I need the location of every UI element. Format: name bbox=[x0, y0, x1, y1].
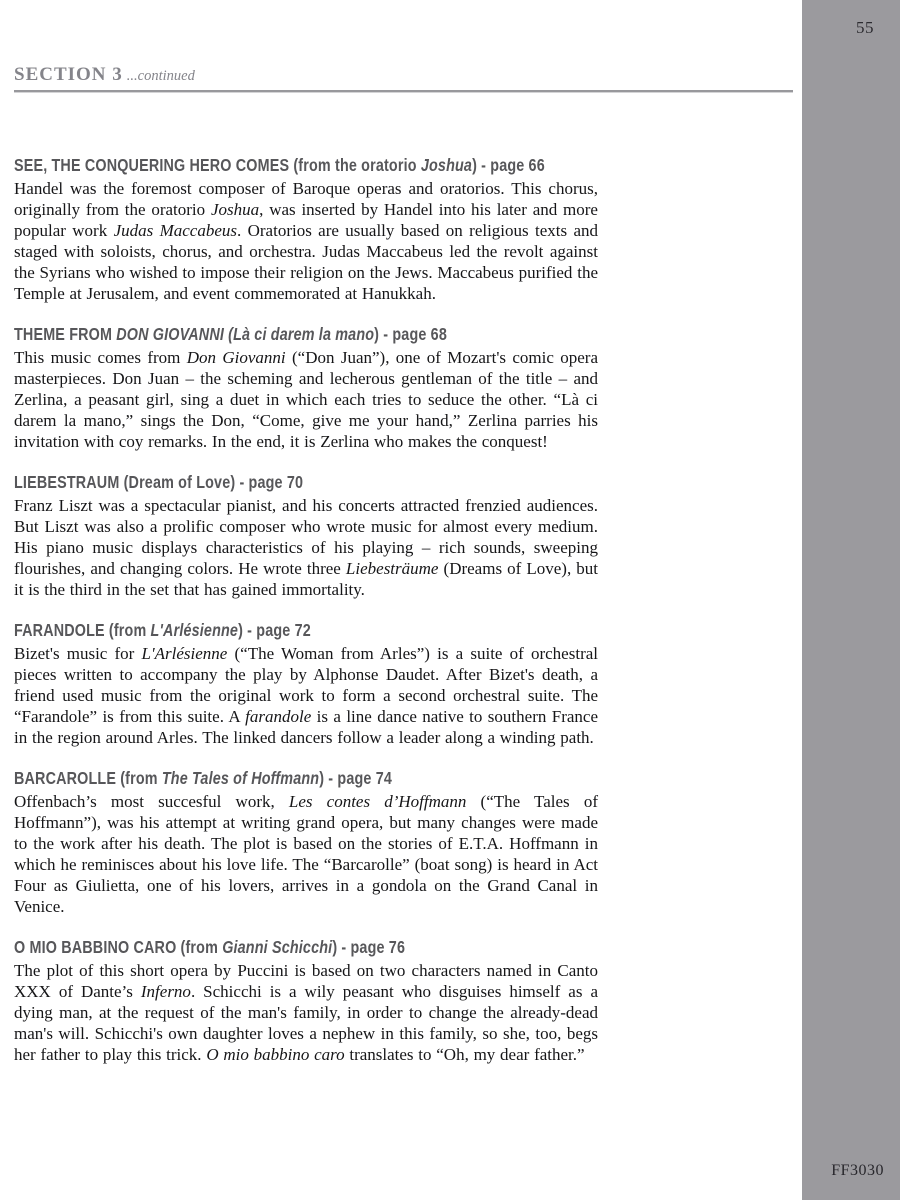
section-header-title: SECTION 3 bbox=[14, 64, 123, 85]
section-heading-text: SEE, THE CONQUERING HERO COMES (from the oratorio Joshua) - page 66 bbox=[14, 155, 545, 175]
sections bbox=[14, 155, 598, 1065]
section-body: The plot of this short opera by Puccini is based on two characters named in Canto XXX of Dante’s Inferno. Schicchi is a wily peasant who disguises himself as a dying man, at the request of the man's family, in order to change the already-dead man's will. Schicchi's own daughter loves a nephew in this family, so she, too, begs her father to play this trick. O mio babbino caro translates to “Oh, my dear father.” bbox=[14, 961, 599, 1064]
section-heading bbox=[14, 937, 598, 957]
section bbox=[14, 937, 598, 1065]
section-body: Bizet's music for L'Arlésienne (“The Woman from Arles”) is a suite of orchestral pieces written to accompany the play by Alphonse Daudet. After Bizet's death, a friend used music from the original work to form a second orchestral suite. The “Farandole” is from this suite. A farandole is a line dance native to southern France in the region around Arles. The linked dancers follow a leader along a winding path. bbox=[14, 644, 598, 747]
section-body: Offenbach’s most succesful work, Les contes d’Hoffmann (“The Tales of Hoffmann”), was his attempt at writing grand opera, but many changes were made to the work after his death. The plot is based on the stories of E.T.A. Hoffmann in which he reminisces about his love life. The “Barcarolle” (boat song) is heard in Act Four as Giulietta, one of his lovers, arrives in a gondola on the Grand Canal in Venice. bbox=[14, 792, 598, 916]
section bbox=[14, 472, 598, 600]
section-heading-text: LIEBESTRAUM (Dream of Love) - page 70 bbox=[14, 472, 304, 492]
section bbox=[14, 155, 598, 304]
content bbox=[14, 0, 598, 1085]
section bbox=[14, 324, 598, 452]
page-number: 55 bbox=[856, 18, 874, 37]
section-header bbox=[14, 0, 598, 87]
footer-code: FF3030 bbox=[831, 1162, 884, 1179]
section-body: Handel was the foremost composer of Baroque operas and oratorios. This chorus, originally from the oratorio Joshua, was inserted by Handel into his later and more popular work Judas Maccabeus. Oratorios are usually based on religious texts and staged with soloists, chorus, and orchestra. Judas Maccabeus led the revolt against the Syrians who wished to impose their religion on the Jews. Maccabeus purified the Temple at Jerusalem, and event commemorated at Hanukkah. bbox=[14, 179, 599, 303]
section-body: This music comes from Don Giovanni (“Don Juan”), one of Mozart's comic opera masterpieces. Don Juan – the scheming and lecherous gentleman of the title – and Zerlina, a peasant girl, sing a duet in which each tries to seduce the other. “Là ci darem la mano,” sings the Don, “Come, give me your hand,” Zerlina parries his invitation with coy remarks. In the end, it is Zerlina who makes the conquest! bbox=[14, 348, 598, 451]
sidebar bbox=[802, 0, 900, 1200]
section-header-continued: ...continued bbox=[126, 68, 195, 84]
section-heading bbox=[14, 472, 598, 492]
section-heading bbox=[14, 768, 598, 788]
header-rule bbox=[14, 90, 793, 93]
section-heading-text: O MIO BABBINO CARO (from Gianni Schicchi) - page 76 bbox=[14, 937, 406, 957]
section-heading-text: BARCAROLLE (from The Tales of Hoffmann) - page 74 bbox=[14, 768, 392, 788]
section bbox=[14, 768, 598, 917]
section bbox=[14, 620, 598, 748]
section-heading-text: FARANDOLE (from L'Arlésienne) - page 72 bbox=[14, 620, 311, 640]
section-heading bbox=[14, 155, 598, 175]
section-heading bbox=[14, 620, 598, 640]
section-heading-text: THEME FROM DON GIOVANNI (Là ci darem la mano) - page 68 bbox=[14, 324, 447, 344]
section-body: Franz Liszt was a spectacular pianist, and his concerts attracted frenzied audiences. But Liszt was also a prolific composer who wrote music for almost every medium. His piano music displays characteristics of his playing – rich sounds, sweeping flourishes, and changing colors. He wrote three Liebesträume (Dreams of Love), but it is the third in the set that has gained immortality. bbox=[14, 496, 598, 599]
section-heading bbox=[14, 324, 598, 344]
